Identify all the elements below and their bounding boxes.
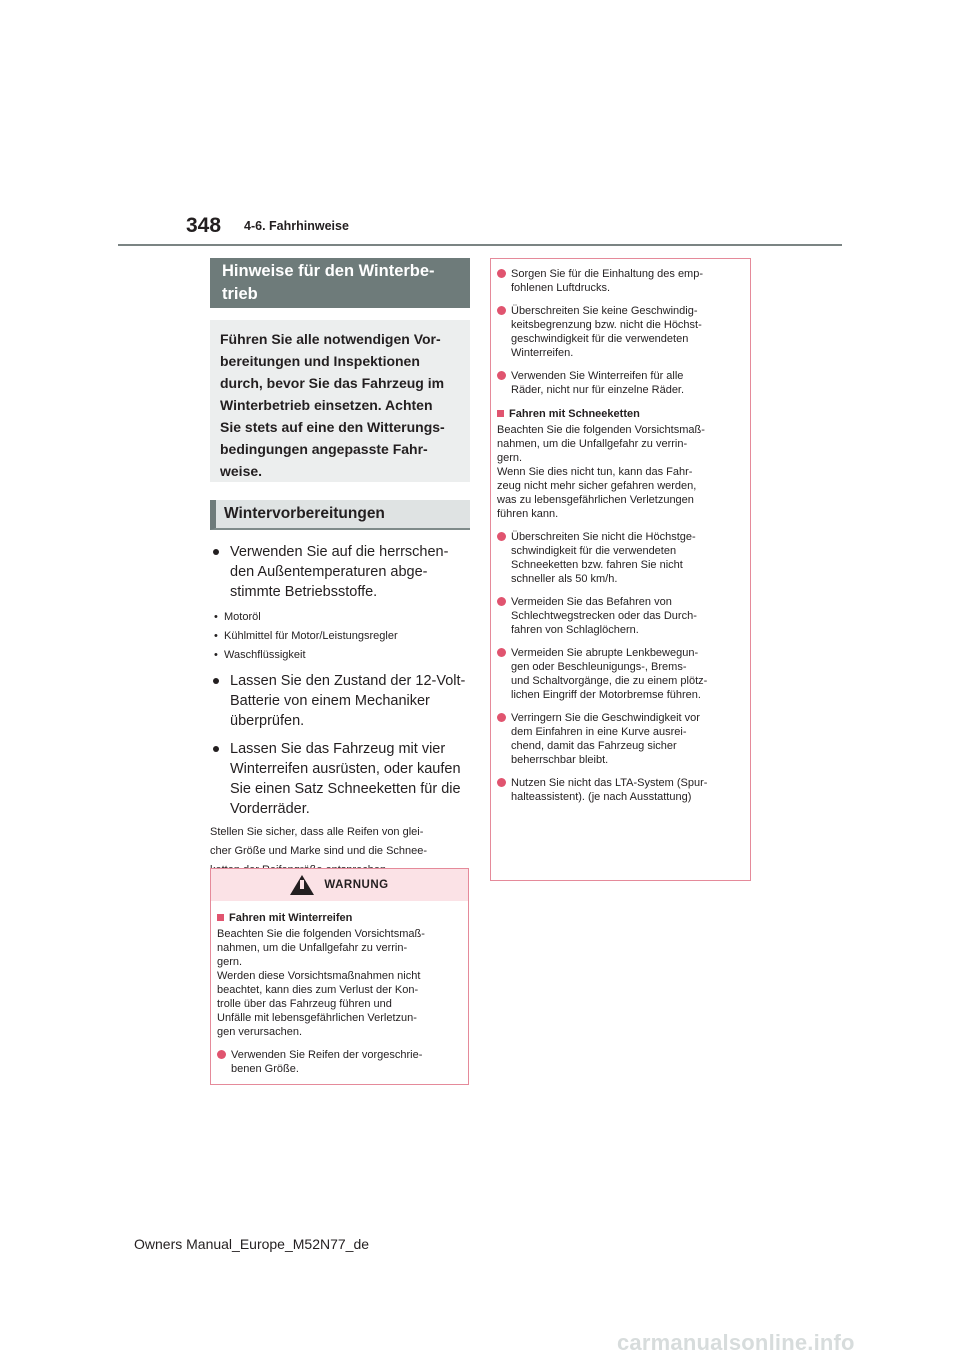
warning-header [211, 869, 468, 901]
bullet-icon [497, 371, 506, 380]
warning-bullet-text: Nutzen Sie nicht das LTA-System (Spur- halteassistent). (je nach Ausstattung) [511, 777, 708, 803]
watermark: carmanualsonline.info [617, 1330, 855, 1355]
square-bullet-icon [497, 410, 504, 417]
bullet-icon [497, 648, 506, 657]
warning-heading [497, 407, 742, 421]
bullet-icon [497, 597, 506, 606]
warning-bullet [497, 776, 742, 804]
header-rule [118, 244, 842, 246]
bullet-icon [497, 778, 506, 787]
warning-text: Beachten Sie die folgenden Vorsichtsmaß- nahmen, um die Unfallgefahr zu verrin- gern. Wenn Sie dies nicht tun, kann das Fahr- zeug nicht mehr sicher gefahren werden, was zu lebensgefährlichen Verletzungen führen kann. [497, 424, 705, 520]
warning-body [211, 901, 468, 1084]
warning-bullet [497, 595, 742, 637]
warning-label: WARNUNG [324, 879, 389, 891]
sub-list-item-text: Motoröl [224, 611, 261, 623]
left-column [210, 258, 470, 880]
list-item [210, 739, 470, 819]
warning-bullet-text: Überschreiten Sie nicht die Höchstge- schwindigkeit für die verwendeten Schneeketten bzw. fahren Sie nicht schneller als 50 km/h. [511, 531, 696, 585]
subsection-title-text: Wintervorbereitungen [224, 505, 385, 522]
list-item [210, 671, 470, 731]
bullet-icon [217, 1050, 226, 1059]
warning-heading [217, 911, 460, 925]
square-bullet-icon [217, 914, 224, 921]
list-item-text: Verwenden Sie auf die herrschen- den Außentemperaturen abge- stimmte Betriebsstoffe. [230, 544, 449, 600]
intro-box [210, 320, 470, 482]
list-item-text: Lassen Sie den Zustand der 12-Volt- Batterie von einem Mechaniker überprüfen. [230, 673, 466, 729]
warning-bullet [217, 1048, 460, 1076]
list-item-text: Lassen Sie das Fahrzeug mit vier Winterreifen ausrüsten, oder kaufen Sie einen Satz Schneeketten für die Vorderräder. [230, 741, 461, 817]
warning-bullet-text: Verwenden Sie Reifen der vorgeschrie- benen Größe. [231, 1049, 423, 1075]
note-text: Stellen Sie sicher, dass alle Reifen von glei- cher Größe und Marke sind und die Schnee- [210, 826, 428, 857]
section-label: 4-6. Fahrhinweise [244, 219, 349, 233]
warning-bullet [497, 304, 742, 360]
footer-text: Owners Manual_Europe_M52N77_de [134, 1236, 370, 1252]
section-title-text: Hinweise für den Winterbe- trieb [222, 262, 435, 303]
warning-bullet-text: Verwenden Sie Winterreifen für alle Räder, nicht nur für einzelne Räder. [511, 370, 685, 396]
section-title [210, 258, 470, 308]
warning-heading-text: Fahren mit Schneeketten [509, 408, 640, 420]
intro-text: Führen Sie alle notwendigen Vor- bereitungen und Inspektionen durch, bevor Sie das Fahrzeug im Winterbetrieb einsetzen. Achten Sie stets auf eine den Witterungs- bedingungen angepasste Fahr- weise. [220, 331, 445, 479]
sub-list [214, 608, 470, 665]
warning-bullet [497, 646, 742, 702]
subsection-title [210, 500, 470, 530]
bullet-icon [213, 746, 219, 752]
sub-list-item: • Motoröl [214, 608, 470, 627]
warning-icon [290, 875, 314, 895]
warning-box [210, 868, 469, 1085]
list-item [210, 542, 470, 602]
warning-bullet-text: Vermeiden Sie abrupte Lenkbewegun- gen oder Beschleunigungs-, Brems- und Schaltvorgänge, die zu einem plötz- lichen Eingriff der Motorbremse führen. [511, 647, 708, 701]
warning-bullet [497, 267, 742, 295]
sub-list-item-text: Waschflüssigkeit [224, 649, 306, 661]
bullet-icon [497, 269, 506, 278]
bullet-icon [497, 306, 506, 315]
sub-list-item: • Kühlmittel für Motor/Leistungsregler [214, 627, 470, 646]
sub-list-item-text: Kühlmittel für Motor/Leistungsregler [224, 630, 398, 642]
warning-bullet-text: Überschreiten Sie keine Geschwindig- keitsbegrenzung bzw. nicht die Höchst- geschwindigkeit für die verwendeten Winterreifen. [511, 305, 702, 359]
warning-bullet-text: Sorgen Sie für die Einhaltung des emp- fohlenen Luftdrucks. [511, 268, 704, 294]
bullet-icon [497, 713, 506, 722]
bullet-icon [213, 678, 219, 684]
warning-bullet [497, 711, 742, 767]
warning-bullet [497, 530, 742, 586]
warning-heading-text: Fahren mit Winterreifen [229, 912, 353, 924]
main-list [210, 542, 470, 880]
warning-bullet-text: Verringern Sie die Geschwindigkeit vor dem Einfahren in eine Kurve ausrei- chend, damit das Fahrzeug sicher beherrschbar bleibt. [511, 712, 700, 766]
right-column [490, 258, 750, 881]
page-number: 348 [186, 214, 222, 237]
warning-bullet-text: Vermeiden Sie das Befahren von Schlechtwegstrecken oder das Durch- fahren von Schlaglöchern. [511, 596, 697, 636]
warning-continuation-box [490, 258, 751, 881]
warning-bullet [497, 369, 742, 397]
bullet-icon [497, 532, 506, 541]
sub-list-item: • Waschflüssigkeit [214, 646, 470, 665]
bullet-icon [213, 549, 219, 555]
warning-text: Beachten Sie die folgenden Vorsichtsmaß- nahmen, um die Unfallgefahr zu verrin- gern. Werden diese Vorsichtsmaßnahmen nicht beachtet, kann dies zum Verlust der Kon- trolle über das Fahrzeug führen und Unfälle mit lebensgefährlichen Verletzun- gen verursachen. [217, 928, 425, 1038]
